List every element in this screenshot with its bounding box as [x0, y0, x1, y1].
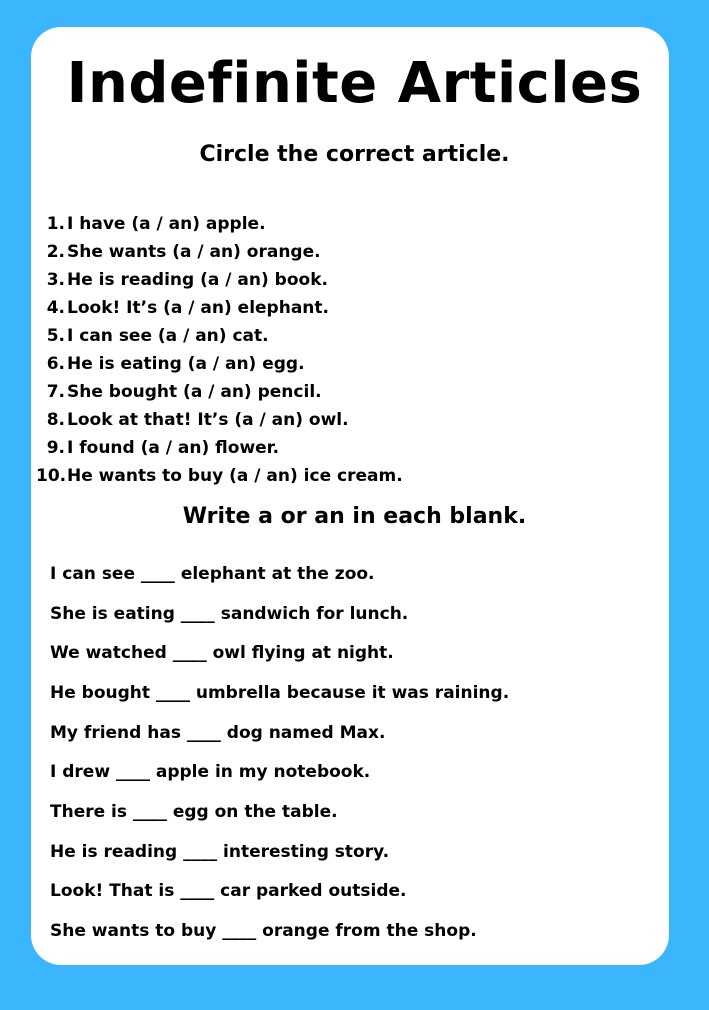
blank-sentence: My friend has ____ dog named Max. [50, 722, 386, 743]
blank-sentence: I can see ____ elephant at the zoo. [50, 563, 375, 584]
blank-sentence: There is ____ egg on the table. [50, 801, 338, 822]
blank-sentence: Look! That is ____ car parked outside. [50, 881, 407, 902]
list-item [36, 406, 403, 434]
item-number: 4. [46, 298, 65, 318]
item-number: 9. [46, 438, 65, 458]
item-number: 5. [46, 326, 65, 346]
item-number: 10. [36, 466, 67, 486]
list-item [36, 434, 403, 462]
item-number: 8. [46, 410, 65, 430]
blank-sentence: He is reading ____ interesting story. [50, 841, 390, 862]
list-item [36, 378, 403, 406]
fill-blank-list [50, 554, 509, 951]
blank-sentence: He bought ____ umbrella because it was raining. [50, 682, 510, 703]
item-text: She bought (a / an) pencil. [67, 382, 322, 402]
item-text: I can see (a / an) cat. [67, 326, 269, 346]
item-text: She wants (a / an) orange. [67, 242, 321, 262]
list-item [36, 462, 403, 490]
blank-sentence: I drew ____ apple in my notebook. [50, 762, 371, 783]
section-2-heading: Write a or an in each blank. [182, 504, 527, 529]
list-item [36, 210, 403, 238]
item-text: He is reading (a / an) book. [67, 270, 328, 290]
item-text: I found (a / an) flower. [67, 438, 280, 458]
item-text: He is eating (a / an) egg. [67, 354, 305, 374]
item-text: He wants to buy (a / an) ice cream. [67, 466, 403, 486]
worksheet-title: Indefinite Articles [66, 51, 643, 116]
item-number: 1. [46, 214, 65, 234]
list-item [36, 322, 403, 350]
item-number: 7. [46, 382, 65, 402]
circle-article-list [36, 210, 403, 490]
list-item [36, 294, 403, 322]
item-number: 2. [46, 242, 65, 262]
list-item [36, 238, 403, 266]
item-text: I have (a / an) apple. [67, 214, 266, 234]
item-number: 6. [46, 354, 65, 374]
section-1-heading: Circle the correct article. [199, 142, 510, 167]
item-number: 3. [46, 270, 65, 290]
list-item [36, 350, 403, 378]
list-item [36, 266, 403, 294]
item-text: Look! It’s (a / an) elephant. [67, 298, 329, 318]
blank-sentence: We watched ____ owl flying at night. [50, 643, 394, 664]
blank-sentence: She is eating ____ sandwich for lunch. [50, 603, 409, 624]
blank-sentence: She wants to buy ____ orange from the shop. [50, 921, 477, 942]
item-text: Look at that! It’s (a / an) owl. [67, 410, 349, 430]
